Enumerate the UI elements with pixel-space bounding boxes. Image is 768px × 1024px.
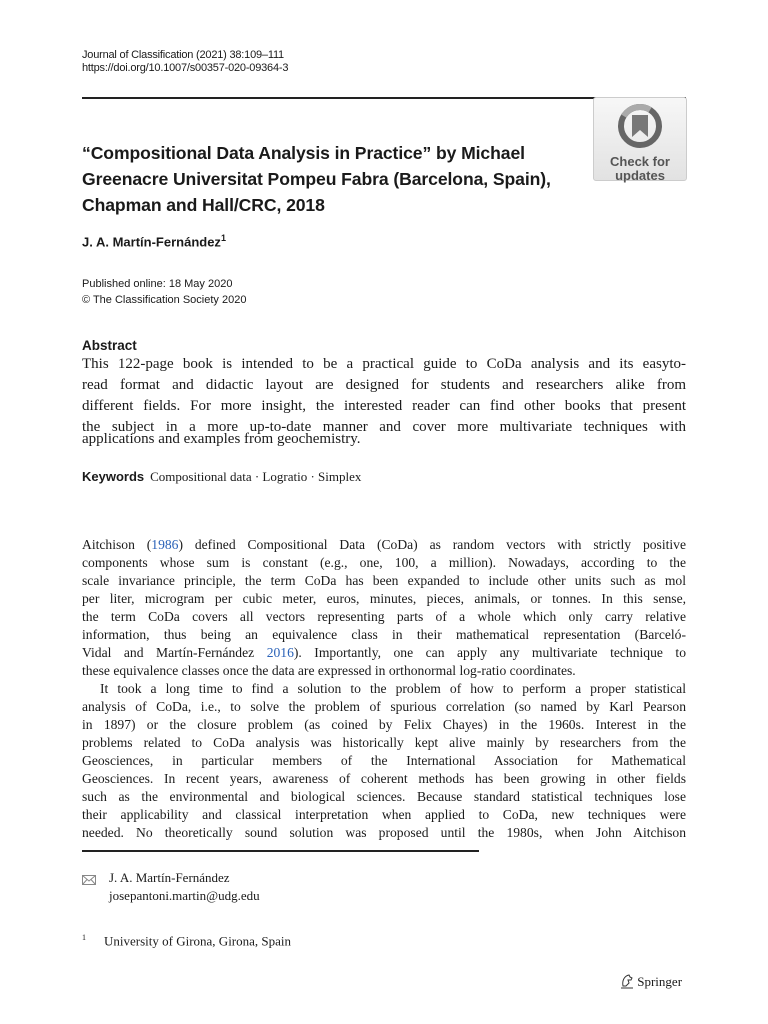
body-line: the term CoDa covers all vectors representing parts of a whole which only carry relative [82,609,686,624]
publisher-name: Springer [637,974,683,989]
body-line: components whose sum is constant (e.g., one, 100, a million). Nowadays, according to the [82,555,686,570]
badge-line1: Check for [610,154,670,169]
abstract-line: This 122-page book is intended to be a practical guide to CoDa analysis and its easyto- [82,356,686,372]
author-email[interactable]: josepantoni.martin@udg.edu [109,888,260,903]
affiliation-text: University of Girona, Girona, Spain [104,933,292,949]
body-line: problems related to CoDa analysis was historically kept alive mainly by researchers from the [82,735,686,750]
journal-header [82,49,288,75]
body-line: these equivalence classes once the data are expressed in orthonormal log-ratio coordinates. [82,663,576,678]
body-line: It took a long time to find a solution to the problem of how to perform a proper statistical [100,681,686,696]
footnote-rule [82,850,479,852]
body-line: Aitchison (1986) defined Compositional Data (CoDa) as random vectors with strictly positive [82,537,686,552]
keywords-text: Compositional data · Logratio · Simplex [150,469,362,484]
footnote-author-name: J. A. Martín-Fernández [109,870,230,885]
body-line: per liter, microgram per cubic meter, euros, minutes, pieces, animals, or tonnes. In this sense, [82,591,686,606]
body-line: needed. No theoretically sound solution was proposed until the 1980s, when John Aitchison [82,825,686,840]
abstract-line: different fields. For more insight, the interested reader can find other books that present [82,398,686,414]
citation-link[interactable]: 1986 [151,537,179,552]
body-line: scale invariance principle, the term CoDa has been expanded to include other units such as mol [82,573,686,588]
copyright: © The Classification Society 2020 [82,294,247,306]
author-affiliation-mark: 1 [220,233,226,243]
citation-link[interactable]: 2016 [266,645,294,660]
bookmark-icon [617,103,663,149]
envelope-icon [82,872,96,890]
affiliation [82,933,291,949]
article-title: “Compositional Data Analysis in Practice” by Michael Greenacre Universitat Pompeu Fabra (Barcelona, Spain), Chapman and Hall/CRC, 2018 [82,143,551,215]
publication-info [82,276,246,308]
author [82,233,226,249]
body-line: such as the environmental and biological sciences. Because standard statistical techniques lose [82,789,686,804]
doi-link[interactable]: https://doi.org/10.1007/s00357-020-09364-3 [82,62,289,74]
body-line: their applicability and classical interpretation when applied to CoDa, new techniques were [82,807,686,822]
journal-citation: Journal of Classification (2021) 38:109–111 [82,49,284,61]
springer-horse-icon [620,974,637,989]
body-line: Geosciences. In recent years, awareness of coherent methods has been growing in other fields [82,771,686,786]
check-for-updates-badge[interactable] [593,97,687,181]
body-line: analysis of CoDa, i.e., to solve the problem of spurious correlation (so named by Karl Pearson [82,699,686,714]
body-line: Geosciences, in particular members of the International Association for Mathematical [82,753,686,768]
author-name: J. A. Martín-Fernández [82,234,221,250]
abstract-line: the subject in a more up-to-date manner and cover more multivariate techniques with [82,419,686,435]
body-line: information, thus being an equivalence class in their mathematical representation (Barceló- [82,627,686,642]
body-line: in 1897) or the closure problem (as coined by Felix Chayes) in the 1960s. Interest in the [82,717,686,732]
abstract-line: applications and examples from geochemistry. [82,431,361,447]
published-date: Published online: 18 May 2020 [82,278,233,290]
publisher-logo [620,973,682,990]
keywords [82,469,361,485]
abstract-heading: Abstract [82,338,137,353]
keywords-label: Keywords [82,469,145,484]
abstract-line: read format and didactic layout are designed for students and researchers alike from [82,377,686,393]
badge-line2: updates [615,168,665,183]
affiliation-number: 1 [82,933,86,942]
body-line: Vidal and Martín-Fernández 2016). Importantly, one can apply any multivariate technique to [82,645,686,660]
corresponding-author [82,869,260,905]
